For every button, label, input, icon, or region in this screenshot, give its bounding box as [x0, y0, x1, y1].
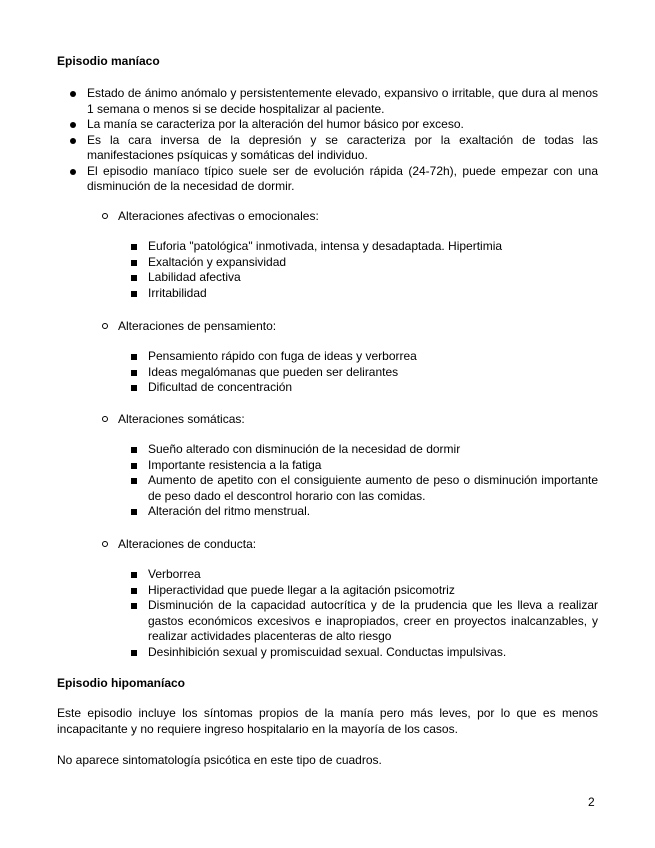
paragraph-hipomania: Este episodio incluye los síntomas propios de la manía pero más leves, por lo que es menos incapacitante y no requiere ingreso hospitalario en la mayoría de los casos.	[57, 706, 598, 736]
list-item: La manía se caracteriza por la alteración del humor básico por exceso.	[87, 117, 598, 133]
list-item: Desinhibición sexual y promiscuidad sexual. Conductas impulsivas.	[148, 645, 598, 661]
mania-bullet-list	[87, 86, 598, 195]
list-item: Disminución de la capacidad autocrítica y de la prudencia que les lleva a realizar gastos económicos excesivos e inapropiados, creer en proyectos inalcanzables, y realizar actividades placenteras de alto riesgo	[148, 598, 598, 645]
square-bullet-icon	[131, 509, 137, 515]
subheading-somaticas: Alteraciones somáticas:	[118, 411, 245, 427]
circle-bullet-icon	[102, 323, 108, 329]
bullet-icon	[70, 122, 76, 128]
pensamiento-list	[148, 349, 598, 396]
list-item: Importante resistencia a la fatiga	[148, 458, 598, 474]
section-title-mania: Episodio maníaco	[57, 54, 160, 68]
square-bullet-icon	[131, 275, 137, 281]
circle-bullet-icon	[102, 416, 108, 422]
square-bullet-icon	[131, 650, 137, 656]
list-item: Estado de ánimo anómalo y persistentemente elevado, expansivo o irritable, que dura al menos 1 semana o menos si se decide hospitalizar al paciente.	[87, 86, 598, 117]
list-item: Labilidad afectiva	[148, 270, 598, 286]
list-item: Irritabilidad	[148, 286, 598, 302]
list-item: Dificultad de concentración	[148, 380, 598, 396]
list-item: Es la cara inversa de la depresión y se caracteriza por la exaltación de todas las manifestaciones psíquicas y somáticas del individuo.	[87, 133, 598, 164]
list-item: Euforia "patológica" inmotivada, intensa y desadaptada. Hipertimia	[148, 239, 598, 255]
list-item: Sueño alterado con disminución de la necesidad de dormir	[148, 442, 598, 458]
page-number: 2	[588, 795, 595, 809]
subheading-conducta: Alteraciones de conducta:	[118, 536, 256, 552]
square-bullet-icon	[131, 370, 137, 376]
square-bullet-icon	[131, 354, 137, 360]
list-item: Exaltación y expansividad	[148, 255, 598, 271]
list-item: Hiperactividad que puede llegar a la agitación psicomotriz	[148, 583, 598, 599]
list-item: Ideas megalómanas que pueden ser delirantes	[148, 365, 598, 381]
square-bullet-icon	[131, 291, 137, 297]
somaticas-list	[148, 442, 598, 520]
list-item: Pensamiento rápido con fuga de ideas y verborrea	[148, 349, 598, 365]
section-title-hipomania: Episodio hipomaníaco	[57, 676, 186, 690]
circle-bullet-icon	[102, 541, 108, 547]
list-item: El episodio maníaco típico suele ser de evolución rápida (24-72h), puede empezar con una disminución de la necesidad de dormir.	[87, 164, 598, 195]
square-bullet-icon	[131, 478, 137, 484]
bullet-icon	[70, 138, 76, 144]
square-bullet-icon	[131, 447, 137, 453]
square-bullet-icon	[131, 260, 137, 266]
square-bullet-icon	[131, 244, 137, 250]
square-bullet-icon	[131, 588, 137, 594]
square-bullet-icon	[131, 463, 137, 469]
bullet-icon	[70, 91, 76, 97]
afectivas-list	[148, 239, 598, 301]
square-bullet-icon	[131, 385, 137, 391]
list-item: Verborrea	[148, 567, 598, 583]
square-bullet-icon	[131, 572, 137, 578]
subheading-pensamiento: Alteraciones de pensamiento:	[118, 318, 276, 334]
paragraph-psicotica: No aparece sintomatología psicótica en este tipo de cuadros.	[57, 753, 382, 767]
circle-bullet-icon	[102, 213, 108, 219]
conducta-list	[148, 567, 598, 660]
subheading-afectivas: Alteraciones afectivas o emocionales:	[118, 208, 319, 224]
list-item: Aumento de apetito con el consiguiente aumento de peso o disminución importante de peso dado el descontrol horario con las comidas.	[148, 473, 598, 504]
list-item: Alteración del ritmo menstrual.	[148, 504, 598, 520]
square-bullet-icon	[131, 603, 137, 609]
bullet-icon	[70, 169, 76, 175]
